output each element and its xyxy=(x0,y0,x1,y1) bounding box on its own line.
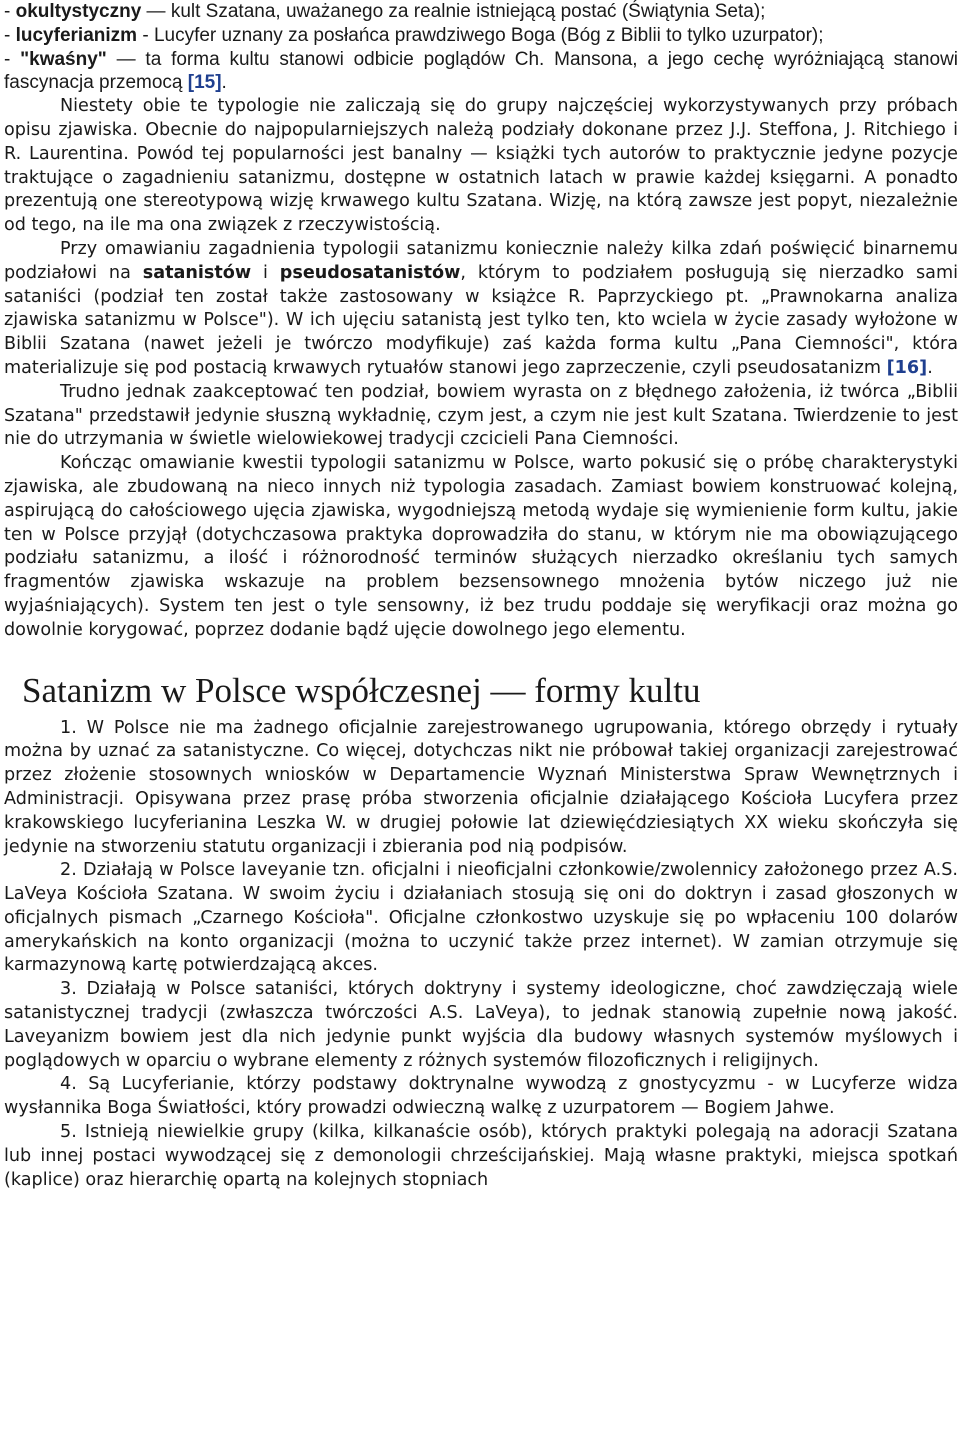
term-okultystyczny: okultystyczny xyxy=(15,1,142,22)
list-item-2: 2. Działają w Polsce laveyanie tzn. oficjalni i nieoficjalni członkowie/zwolennicy założonego przez A.S. LaVeya Kościoła Szatana. W swoim życiu i działaniach stosują się oni do doktryn i zasad głoszonych w oficjalnych pismach „Czarnego Kościoła". Oficjalne członkostwo uzyskuje się po wpłaceniu 100 dolarów amerykańskich na konto organizacji (można to uczynić także przez internet). W zamian otrzymuje się karmazynową kartę potwierdzającą akces. xyxy=(4,860,958,976)
intro-item-okultystyczny: - okultystyczny — kult Szatana, uważanego za realnie istniejącą postać (Świątynia Seta); xyxy=(4,1,766,22)
list-item-3: 3. Działają w Polsce sataniści, których doktryny i systemy ideologiczne, choć zawdzięczają wiele satanistycznej tradycji (zwłaszcza twórczości A.S. LaVeya), to jednak stanowią zupełnie nową jakość. Laveyanizm bowiem jest dla nich jedynie punkt wyjścia dla budowy własnych systemów myślowych i poglądowych w oparciu o wybrane elementy z różnych systemów filozoficznych i religijnych. xyxy=(4,979,958,1071)
paragraph-conclusion: Kończąc omawianie kwestii typologii satanizmu w Polsce, warto pokusić się o próbę charakterystyki zjawiska, ale zbudowaną na nieco innych niż typologia zasadach. Zamiast bowiem konstruować kolejną, aspirującą do całościowego ujęcia zjawiska, wygodniejszą metodą wydaje się wymienienie form kultu, jakie ten w Polsce przyjął (dotychczasowa praktyka doprowadziła do stanu, w którym nie ma obowiązującego podziału satanizmu, a ilość i różnorodność terminów służących nierzadko określaniu tych samych fragmentów zjawiska wskazuje na problem bezsensownego mnożenia bytów niczego już nie wyjaśniających). System ten jest o tyle sensowny, iż bez trudu poddaje się weryfikacji oraz można go dowolnie korygować, poprzez dodanie bądź ujęcie dowolnego jego elementu. xyxy=(4,453,958,640)
section-heading: Satanizm w Polsce współczesnej — formy kultu xyxy=(22,670,701,710)
paragraph-critique: Trudno jednak zaakceptować ten podział, bowiem wyrasta on z błędnego założenia, iż twórca „Biblii Szatana" przedstawił jedynie słuszną wykładnię, czym jest, a czym nie jest kult Szatana. Twierdzenie to jest nie do utrzymania w świetle wielowiekowej tradycji czcicieli Pana Ciemności. xyxy=(4,381,958,450)
list-item-4: 4. Są Lucyferianie, którzy podstawy doktrynalne wywodzą z gnostycyzmu - w Lucyferze widza wysłannika Boga Światłości, który prowadzi odwieczną walkę z uzurpatorem — Bogiem Jahwe. xyxy=(4,1074,958,1119)
paragraph-typologies: Niestety obie te typologie nie zaliczają się do grupy najczęściej wykorzystywanych przy próbach opisu zjawiska. Obecnie do najpopularniejszych należą podziały dokonane przez J.J. Steffona, J. Ritchiego i R. Laurentina. Powód tej popularności jest banalny — książki tych autorów to praktycznie jedyne pozycje traktujące o zagadnieniu satanizmu, dostępne w ostatnich latach w prawie każdej księgarni. A ponadto prezentują one stereotypową wizję krwawego kultu Szatana. Wizję, na którą zawsze jest popyt, niezależnie od tego, na ile ma ona związek z rzeczywistością. xyxy=(4,96,958,236)
term-pseudosatanists: pseudosatanistów xyxy=(279,262,461,283)
term-lucyferianizm: lucyferianizm xyxy=(15,24,138,46)
footnote-ref-15[interactable]: [15] xyxy=(187,72,222,94)
term-kwasny: "kwaśny" xyxy=(20,48,107,70)
intro-item-lucyferianizm: - lucyferianizm - Lucyfer uznany za posłańca prawdziwego Boga (Bóg z Biblii to tylko uzurpator); xyxy=(4,24,824,46)
list-item-5: 5. Istnieją niewielkie grupy (kilka, kilkanaście osób), których praktyki polegają na adoracji Szatana lub innej postaci wywodzącej się z demonologii chrześcijańskiej. Mają własne praktyki, miejsca spotkań (kaplice) oraz hierarchię opartą na kolejnych stopniach xyxy=(4,1122,958,1190)
intro-item-kwasny: - "kwaśny" — ta forma kultu stanowi odbicie poglądów Ch. Mansona, a jego cechę wyróżniającą stanowi fascynacja przemocą [15]. xyxy=(4,48,959,94)
paragraph-binary-division: Przy omawianiu zagadnienia typologii satanizmu koniecznie należy kilka zdań poświęcić binarnemu podziałowi na satanistów i pseudosatanistów, którym to podziałem posługują się nierzadko sami sataniści (podział ten został także zastosowany w książce R. Paprzyckiego pt. „Prawnokarna analiza zjawiska satanizmu w Polsce"). W ich ujęciu satanistą jest tylko ten, kto wciela w życie zasady wyłożone w Biblii Szatana (nawet jeżeli je twórczo modyfikuje) zaś każda forma kultu „Pana Ciemności", która materializuje się pod postacią krwawych rytuałów stanowi jego zaprzeczenie, czyli pseudosatanizm [16]. xyxy=(4,238,958,378)
footnote-ref-16[interactable]: [16] xyxy=(886,357,928,378)
list-item-1: 1. W Polsce nie ma żadnego oficjalnie zarejestrowanego ugrupowania, którego obrzędy i rytuały można by uznać za satanistyczne. Co więcej, dotychczas nikt nie próbował takiej organizacji zarejestrować przez złożenie stosownych wniosków w Departamencie Wyznań Ministerstwa Spraw Wewnętrznych i Administracji. Opisywana przez prasę próba stworzenia oficjalnie działającego Kościoła Lucyfera przez krakowskiego lucyferianina Leszka W. w drugiej połowie lat dziewięćdziesiątych XX wieku skończyła się jedynie na stworzeniu statutu organizacji i zbierania pod nią podpisów. xyxy=(4,717,958,857)
term-satanists: satanistów xyxy=(142,262,252,283)
